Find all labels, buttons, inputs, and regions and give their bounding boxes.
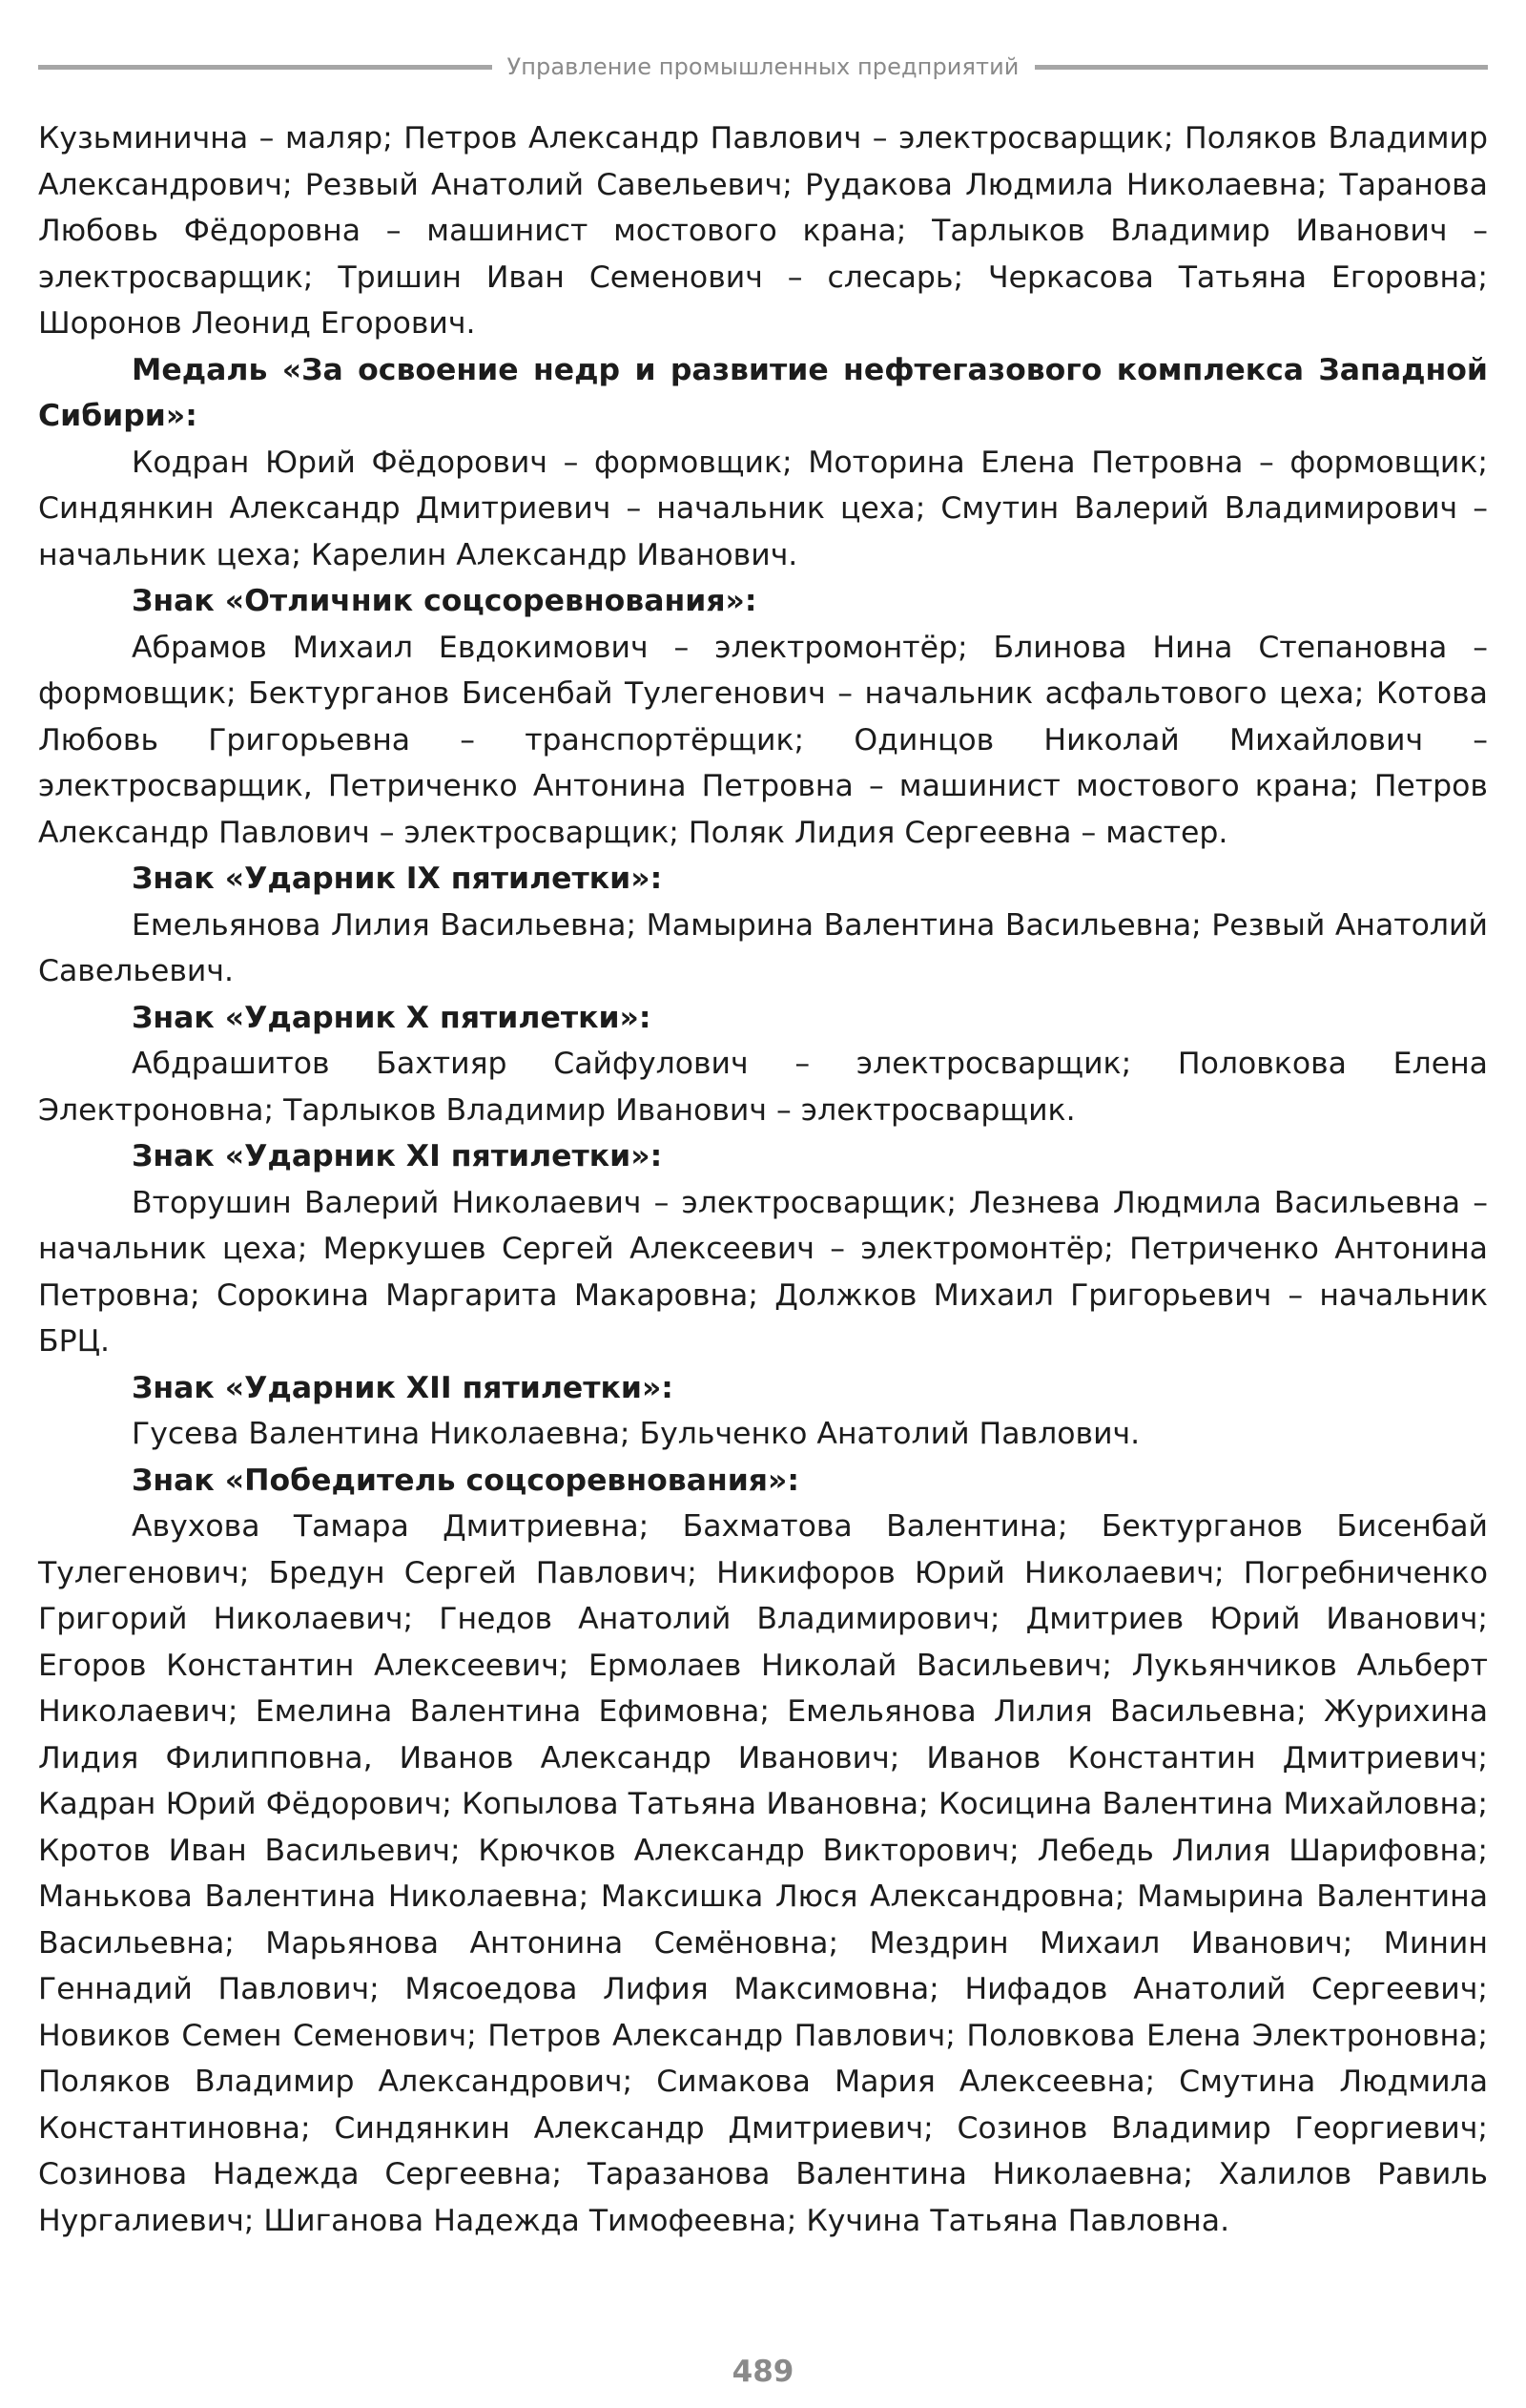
body-paragraph: Абрамов Михаил Евдокимович – электромонтёр; Блинова Нина Степановна – формовщик; Бектурганов Бисенбай Тулегенович – начальник асфальтового цеха; Котова Любовь Григорьевна – транспортёрщик; Одинцов Николай Михайлович – электросварщик, Петриченко Антонина Петровна – машинист мостового крана; Петров Александр Павлович – электросварщик; Поляк Лидия Сергеевна – мастер.: [38, 630, 1488, 850]
page-number: 489: [732, 2355, 794, 2389]
header-rule-left: [38, 65, 492, 70]
body-paragraph: Гусева Валентина Николаевна; Бульченко Анатолий Павлович.: [132, 1417, 1141, 1451]
page-body: [38, 115, 1488, 2244]
award-heading: Знак «Победитель соцсоревнования»:: [132, 1463, 799, 1498]
award-heading: Знак «Ударник XII пятилетки»:: [132, 1370, 673, 1405]
body-paragraph: Вторушин Валерий Николаевич – электросварщик; Лезнева Людмила Васильевна – начальник цеха; Меркушев Сергей Алексеевич – электромонтёр; Петриченко Антонина Петровна; Сорокина Маргарита Макаровна; Должков Михаил Григорьевич – начальник БРЦ.: [38, 1185, 1488, 1359]
award-heading: Знак «Ударник X пятилетки»:: [132, 1000, 651, 1035]
body-paragraph: Кодран Юрий Фёдорович – формовщик; Моторина Елена Петровна – формовщик; Синдянкин Александр Дмитриевич – начальник цеха; Смутин Валерий Владимирович – начальник цеха; Карелин Александр Иванович.: [38, 445, 1488, 572]
award-heading: Знак «Ударник IX пятилетки»:: [132, 861, 663, 896]
header-rule-right: [1035, 65, 1489, 70]
body-paragraph: Емельянова Лилия Васильевна; Мамырина Валентина Васильевна; Резвый Анатолий Савельевич.: [38, 907, 1488, 988]
body-paragraph: Кузьминична – маляр; Петров Александр Павлович – электросварщик; Поляков Владимир Александрович; Резвый Анатолий Савельевич; Рудакова Людмила Николаевна; Таранова Любовь Фёдоровна – машинист мостового крана; Тарлыков Владимир Иванович – электросварщик; Тришин Иван Семенович – слесарь; Черкасова Татьяна Егоровна; Шоронов Леонид Егорович.: [38, 121, 1488, 341]
body-paragraph: Абдрашитов Бахтияр Сайфулович – электросварщик; Половкова Елена Электроновна; Тарлыков Владимир Иванович – электросварщик.: [38, 1047, 1488, 1128]
award-heading: Медаль «За освоение недр и развитие нефтегазового комплекса Западной Сибири»:: [38, 352, 1488, 433]
header-title: Управление промышленных предприятий: [506, 53, 1020, 80]
running-header: [38, 48, 1488, 86]
award-heading: Знак «Ударник XI пятилетки»:: [132, 1139, 663, 1173]
body-paragraph: Авухова Тамара Дмитриевна; Бахматова Валентина; Бектурганов Бисенбай Тулегенович; Бредун Сергей Павлович; Никифоров Юрий Николаевич; Погребниченко Григорий Николаевич; Гнедов Анатолий Владимирович; Дмитриев Юрий Иванович; Егоров Константин Алексеевич; Ермолаев Николай Васильевич; Лукьянчиков Альберт Николаевич; Емелина Валентина Ефимовна; Емельянова Лилия Васильевна; Журихина Лидия Филипповна, Иванов Александр Иванович; Иванов Константин Дмитриевич; Кадран Юрий Фёдорович; Копылова Татьяна Ивановна; Косицина Валентина Михайловна; Кротов Иван Васильевич; Крючков Александр Викторович; Лебедь Лилия Шарифовна; Манькова Валентина Николаевна; Максишка Люся Александровна; Мамырина Валентина Васильевна; Марьянова Антонина Семёновна; Мездрин Михаил Иванович; Минин Геннадий Павлович; Мясоедова Лифия Максимовна; Нифадов Анатолий Сергеевич; Новиков Семен Семенович; Петров Александр Павлович; Половкова Елена Электроновна; Поляков Владимир Александрович; Симакова Мария Алексеевна; Смутина Людмила Константиновна; Синдянкин Александр Дмитриевич; Созинов Владимир Георгиевич; Созинова Надежда Сергеевна; Таразанова Валентина Николаевна; Халилов Равиль Нургалиевич; Шиганова Надежда Тимофеевна; Кучина Татьяна Павловна.: [38, 1509, 1488, 2238]
award-heading: Знак «Отличник соцсоревнования»:: [132, 584, 757, 618]
